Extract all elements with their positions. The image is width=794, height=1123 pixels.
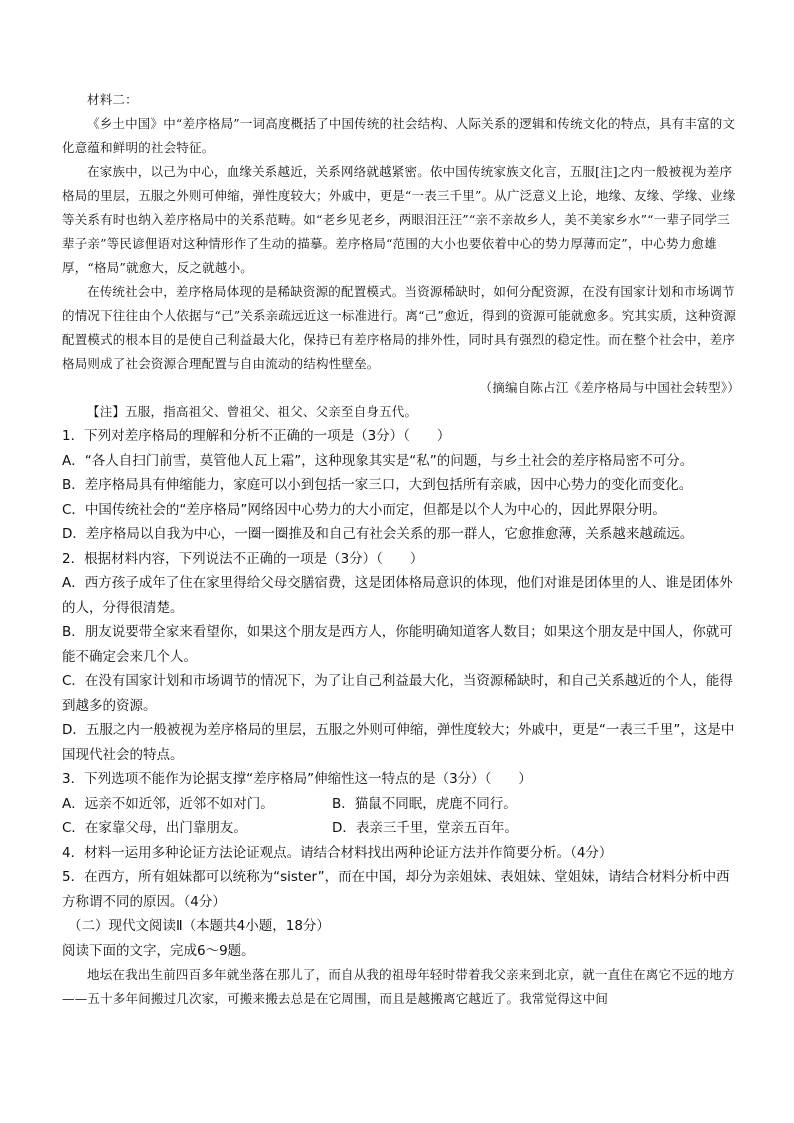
option-row — [62, 792, 742, 817]
option-d: D．五服之内一般被视为差序格局的里层，五服之外则可伸缩，弹性度较大；外戚中，更是“一表三千里”，这是中国现代社会的特点。 — [62, 722, 735, 763]
option-c: C．在没有国家计划和市场调节的情况下，为了让自己利益最大化，当资源稀缺时，和自己关系越近的个人，能得到越多的资源。 — [62, 673, 733, 714]
option-a: A．远亲不如近邻，近邻不如对门。 — [62, 795, 274, 812]
material-note: 【注】五服，指高祖父、曾祖父、祖父、父亲至自身五代。 — [87, 404, 418, 419]
option-a: A．“各人自扫门前雪，莫管他人瓦上霜”，这种现象其实是“私”的问题，与乡土社会的差序格局密不可分。 — [62, 452, 694, 469]
option-row — [62, 816, 742, 841]
option-c: C．在家靠父母，出门靠朋友。 — [62, 820, 247, 836]
material-paragraph-3: 在传统社会中，差序格局体现的是稀缺资源的配置模式。当资源稀缺时，如何分配资源，在没有国家计划和市场调节的情况下往往由个人依据与“己”关系亲疏远近这一标准进行。离“己”愈近，得到的资源可能就愈多。究其实质，这种资源配置模式的根本目的是使自己利益最大化，保持已有差序格局的排外性，同时具有强烈的稳定性。而在整个社会中，差序格局则成了社会资源合理配置与自由流动的结构性壁垒。 — [62, 284, 737, 371]
passage-paragraph: 地坛在我出生前四百多年就坐落在那儿了，而自从我的祖母年轻时带着我父亲来到北京，就一直住在离它不远的地方——五十多年间搬过几次家，可搬来搬去总是在它周围，而且是越搬离它越近了。我常觉得这中间 — [62, 967, 735, 1006]
question-2 — [62, 547, 742, 768]
material-source: （摘编自陈占江《差序格局与中国社会转型》） — [479, 380, 740, 395]
question-stem: 1．下列对差序格局的理解和分析不正确的一项是（3分）（ ） — [62, 428, 451, 444]
question-4: 4．材料一运用多种论证方法论证观点。请结合材料找出两种论证方法并作简要分析。（4分） — [62, 844, 613, 861]
reading-passage — [62, 963, 742, 1011]
questions — [62, 424, 742, 963]
option-c: C．中国传统社会的“差序格局”网络因中心势力的大小而定，但都是以个人为中心的，因此界限分明。 — [62, 501, 666, 518]
question-3 — [62, 767, 742, 841]
material-heading: 材料二： — [87, 92, 138, 107]
option-a: A．西方孩子成年了住在家里得给父母交膳宿费，这是团体格局意识的体现，他们对谁是团体里的人、谁是团体外的人，分得很清楚。 — [62, 575, 733, 616]
question-1 — [62, 424, 742, 547]
option-d: D．表亲三千里，堂亲五百年。 — [332, 820, 518, 836]
option-d: D．差序格局以自我为中心，一圈一圈推及和自己有社会关系的那一群人，它愈推愈薄，关系越来越疏远。 — [62, 526, 694, 542]
option-b: B．朋友说要带全家来看望你，如果这个朋友是西方人，你能明确知道客人数目；如果这个朋友是中国人，你就可能不确定会来几个人。 — [62, 624, 733, 665]
question-stem: 2．根据材料内容，下列说法不正确的一项是（3分）（ ） — [62, 550, 424, 567]
section-instruction: 阅读下面的文字，完成6～9题。 — [62, 942, 255, 959]
document-page — [62, 88, 742, 1011]
question-5: 5．在西方，所有姐妹都可以统称为“sister”，而在中国，却分为亲姐妹、表姐妹、堂姐妹，请结合材料分析中西方称谓不同的原因。（4分） — [62, 869, 730, 910]
option-b: B．猫鼠不同眠，虎鹿不同行。 — [332, 795, 517, 812]
material-paragraph-2: 在家族中，以己为中心，血缘关系越近，关系网络就越紧密。依中国传统家族文化言，五服[注]之内一般被视为差序格局的里层，五服之外则可伸缩，弹性度较大；外戚中，更是“一表三千里”。从广泛意义上论，地缘、友缘、学缘、业缘等关系有时也纳入差序格局中的关系范畴。如“老乡见老乡，两眼泪汪汪”“亲不亲故乡人，美不美家乡水”“一辈子同学三辈子亲”等民谚俚语对这种情形作了生动的描摹。差序格局“范围的大小也要依着中心的势力厚薄而定”，中心势力愈雄厚，“格局”就愈大，反之就越小。 — [62, 164, 736, 275]
option-b: B．差序格局具有伸缩能力，家庭可以小到包括一家三口，大到包括所有亲戚，因中心势力的变化而变化。 — [62, 477, 693, 493]
material-paragraph-1: 《乡土中国》中“差序格局”一词高度概括了中国传统的社会结构、人际关系的逻辑和传统文化的特点，具有丰富的文化意蕴和鲜明的社会特征。 — [62, 116, 736, 155]
question-stem: 3．下列选项不能作为论据支撑“差序格局”伸缩性这一特点的是（3分）（ ） — [62, 771, 532, 787]
section-heading: （二）现代文阅读Ⅱ（本题共4小题，18分） — [68, 918, 330, 934]
material-two — [62, 88, 742, 424]
